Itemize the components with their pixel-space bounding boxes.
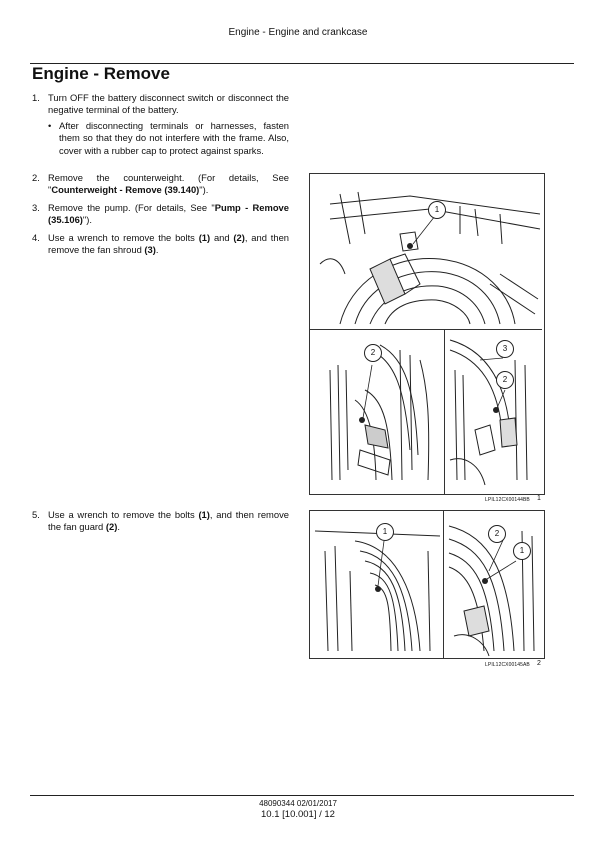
callout-2: 2 bbox=[488, 525, 506, 543]
step-number: 1. bbox=[32, 92, 40, 103]
step-text: Use a wrench to remove the bolts (1), and then remove the fan guard (2). bbox=[48, 509, 289, 533]
document-id: 48090344 02/01/2017 bbox=[259, 799, 337, 808]
figure-code: LPIL12CX00145AB bbox=[485, 662, 530, 668]
callout-1: 1 bbox=[513, 542, 531, 560]
step-4 bbox=[32, 232, 289, 257]
figure-1-top-panel bbox=[310, 174, 542, 330]
bullet-symbol: • bbox=[48, 120, 52, 131]
step-text: Turn OFF the battery disconnect switch or disconnect the negative terminal of the battery. bbox=[48, 92, 289, 116]
callout-layer bbox=[310, 174, 542, 329]
figure-code: LPIL12CX00144BB bbox=[485, 497, 530, 503]
callout-2: 2 bbox=[496, 371, 514, 389]
cross-reference: Counterweight - Remove (39.140) bbox=[51, 184, 200, 196]
callout-1: 1 bbox=[376, 523, 394, 541]
figure-1-bottom-right-panel bbox=[445, 330, 542, 494]
figure-1-bottom-left-panel bbox=[310, 330, 445, 494]
figure-number: 1 bbox=[537, 495, 541, 502]
step-1-bullet bbox=[48, 120, 289, 157]
figure-number: 2 bbox=[537, 660, 541, 667]
step-2 bbox=[32, 172, 289, 197]
callout-3: 3 bbox=[496, 340, 514, 358]
shroud-side-illustration bbox=[445, 330, 542, 494]
step-1 bbox=[32, 92, 289, 117]
figure-2-right-panel bbox=[444, 511, 542, 658]
step-number: 4. bbox=[32, 232, 40, 243]
step-number: 2. bbox=[32, 172, 40, 183]
page-title: Engine - Remove bbox=[32, 64, 170, 83]
bullet-text: After disconnecting terminals or harnesses, fasten them so that they do not interfere with the frame. Also, cover with a rubber cap to protect against sparks. bbox=[59, 120, 289, 156]
callout-2: 2 bbox=[364, 344, 382, 362]
step-text: Use a wrench to remove the bolts (1) and (2), and then remove the fan shroud (3). bbox=[48, 232, 289, 256]
step-text: Remove the counterweight. (For details, See "Counterweight - Remove (39.140)"). bbox=[48, 172, 289, 196]
step-number: 5. bbox=[32, 509, 40, 520]
page-number: 10.1 [10.001] / 12 bbox=[261, 809, 335, 820]
figure-2-left-panel bbox=[310, 511, 444, 658]
figure-1 bbox=[309, 173, 545, 495]
step-3 bbox=[32, 202, 289, 227]
step-number: 3. bbox=[32, 202, 40, 213]
callout-1: 1 bbox=[428, 201, 446, 219]
cross-reference: Pump - Remove (35.106) bbox=[48, 202, 289, 226]
running-header: Engine - Engine and crankcase bbox=[228, 27, 368, 38]
step-text: Remove the pump. (For details, See "Pump - Remove (35.106)"). bbox=[48, 202, 289, 226]
figure-2 bbox=[309, 510, 545, 659]
footer-rule bbox=[30, 795, 574, 796]
step-5 bbox=[32, 509, 289, 534]
